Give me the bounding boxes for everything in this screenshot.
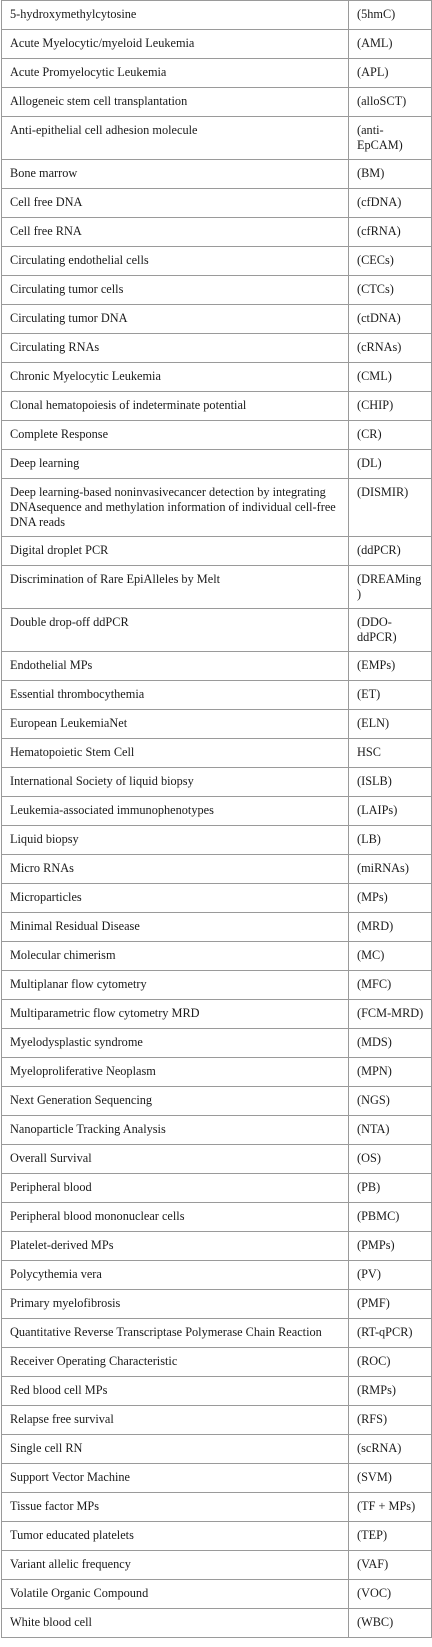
abbreviation-cell: (BM) <box>349 160 432 189</box>
table-row <box>2 1580 432 1609</box>
abbreviation-cell: (cfDNA) <box>349 189 432 218</box>
abbreviation-cell: (TEP) <box>349 1522 432 1551</box>
table-row <box>2 1058 432 1087</box>
table-row <box>2 566 432 609</box>
abbreviation-cell: (EMPs) <box>349 652 432 681</box>
abbreviation-cell: (TF + MPs) <box>349 1493 432 1522</box>
abbreviation-cell: (NTA) <box>349 1116 432 1145</box>
table-row <box>2 160 432 189</box>
term-cell: Peripheral blood <box>2 1174 349 1203</box>
abbreviation-cell: (MPN) <box>349 1058 432 1087</box>
table-row <box>2 189 432 218</box>
abbreviation-cell: (WBC) <box>349 1609 432 1638</box>
abbreviation-cell: (ET) <box>349 681 432 710</box>
abbreviation-cell: (CML) <box>349 363 432 392</box>
table-row <box>2 609 432 652</box>
table-row <box>2 59 432 88</box>
term-cell: Allogeneic stem cell transplantation <box>2 88 349 117</box>
table-row <box>2 1145 432 1174</box>
table-row <box>2 1 432 30</box>
term-cell: Essential thrombocythemia <box>2 681 349 710</box>
term-cell: Acute Myelocytic/myeloid Leukemia <box>2 30 349 59</box>
abbreviations-table-body <box>2 1 432 1638</box>
abbreviation-cell: (LAIPs) <box>349 797 432 826</box>
abbreviation-cell: (RT-qPCR) <box>349 1319 432 1348</box>
abbreviation-cell: (scRNA) <box>349 1435 432 1464</box>
term-cell: Peripheral blood mononuclear cells <box>2 1203 349 1232</box>
table-row <box>2 1522 432 1551</box>
abbreviation-cell: (ISLB) <box>349 768 432 797</box>
table-row <box>2 479 432 537</box>
table-row <box>2 855 432 884</box>
table-row <box>2 421 432 450</box>
table-row <box>2 1348 432 1377</box>
term-cell: Leukemia-associated immunophenotypes <box>2 797 349 826</box>
term-cell: Circulating tumor DNA <box>2 305 349 334</box>
table-row <box>2 1174 432 1203</box>
table-row <box>2 1464 432 1493</box>
abbreviations-table <box>1 0 432 1638</box>
table-row <box>2 1551 432 1580</box>
table-row <box>2 334 432 363</box>
term-cell: White blood cell <box>2 1609 349 1638</box>
term-cell: Multiparametric flow cytometry MRD <box>2 1000 349 1029</box>
abbreviation-cell: (PMF) <box>349 1290 432 1319</box>
term-cell: Chronic Myelocytic Leukemia <box>2 363 349 392</box>
term-cell: Minimal Residual Disease <box>2 913 349 942</box>
abbreviation-cell: (ELN) <box>349 710 432 739</box>
term-cell: Double drop-off ddPCR <box>2 609 349 652</box>
term-cell: Clonal hematopoiesis of indeterminate potential <box>2 392 349 421</box>
table-row <box>2 218 432 247</box>
table-row <box>2 971 432 1000</box>
abbreviation-cell: (MDS) <box>349 1029 432 1058</box>
table-row <box>2 884 432 913</box>
term-cell: Endothelial MPs <box>2 652 349 681</box>
table-row <box>2 30 432 59</box>
term-cell: Circulating RNAs <box>2 334 349 363</box>
abbreviation-cell: (VOC) <box>349 1580 432 1609</box>
term-cell: Anti-epithelial cell adhesion molecule <box>2 117 349 160</box>
abbreviation-cell: (APL) <box>349 59 432 88</box>
abbreviation-cell: (DL) <box>349 450 432 479</box>
abbreviation-cell: (cRNAs) <box>349 334 432 363</box>
term-cell: Liquid biopsy <box>2 826 349 855</box>
abbreviation-cell: (alloSCT) <box>349 88 432 117</box>
abbreviation-cell: (MPs) <box>349 884 432 913</box>
table-row <box>2 826 432 855</box>
abbreviation-cell: (ctDNA) <box>349 305 432 334</box>
table-row <box>2 450 432 479</box>
term-cell: Nanoparticle Tracking Analysis <box>2 1116 349 1145</box>
table-row <box>2 942 432 971</box>
abbreviation-cell: (DDO-ddPCR) <box>349 609 432 652</box>
term-cell: Primary myelofibrosis <box>2 1290 349 1319</box>
abbreviation-cell: (MC) <box>349 942 432 971</box>
abbreviation-cell: (PMPs) <box>349 1232 432 1261</box>
term-cell: Myelodysplastic syndrome <box>2 1029 349 1058</box>
abbreviation-cell: (AML) <box>349 30 432 59</box>
table-row <box>2 1029 432 1058</box>
table-row <box>2 1493 432 1522</box>
term-cell: Single cell RN <box>2 1435 349 1464</box>
term-cell: Overall Survival <box>2 1145 349 1174</box>
term-cell: Deep learning <box>2 450 349 479</box>
table-row <box>2 1203 432 1232</box>
term-cell: Next Generation Sequencing <box>2 1087 349 1116</box>
abbreviation-cell: (MRD) <box>349 913 432 942</box>
table-row <box>2 681 432 710</box>
term-cell: Complete Response <box>2 421 349 450</box>
term-cell: Red blood cell MPs <box>2 1377 349 1406</box>
term-cell: Circulating endothelial cells <box>2 247 349 276</box>
abbreviation-cell: (5hmC) <box>349 1 432 30</box>
term-cell: Polycythemia vera <box>2 1261 349 1290</box>
table-row <box>2 797 432 826</box>
abbreviation-cell: (CHIP) <box>349 392 432 421</box>
abbreviation-cell: (VAF) <box>349 1551 432 1580</box>
table-row <box>2 768 432 797</box>
abbreviation-cell: (OS) <box>349 1145 432 1174</box>
table-row <box>2 913 432 942</box>
abbreviation-cell: (anti-EpCAM) <box>349 117 432 160</box>
term-cell: Cell free DNA <box>2 189 349 218</box>
table-row <box>2 1609 432 1638</box>
term-cell: Multiplanar flow cytometry <box>2 971 349 1000</box>
table-row <box>2 1232 432 1261</box>
table-row <box>2 1290 432 1319</box>
term-cell: Platelet-derived MPs <box>2 1232 349 1261</box>
table-row <box>2 305 432 334</box>
table-row <box>2 1319 432 1348</box>
term-cell: Relapse free survival <box>2 1406 349 1435</box>
term-cell: Volatile Organic Compound <box>2 1580 349 1609</box>
abbreviation-cell: (CR) <box>349 421 432 450</box>
table-row <box>2 739 432 768</box>
table-row <box>2 392 432 421</box>
term-cell: Support Vector Machine <box>2 1464 349 1493</box>
term-cell: Micro RNAs <box>2 855 349 884</box>
table-row <box>2 247 432 276</box>
abbreviation-cell: (LB) <box>349 826 432 855</box>
abbreviation-cell: (DREAMing) <box>349 566 432 609</box>
table-row <box>2 537 432 566</box>
table-row <box>2 1377 432 1406</box>
abbreviation-cell: (DISMIR) <box>349 479 432 537</box>
table-row <box>2 1087 432 1116</box>
abbreviation-cell: (RFS) <box>349 1406 432 1435</box>
term-cell: Receiver Operating Characteristic <box>2 1348 349 1377</box>
table-row <box>2 710 432 739</box>
abbreviation-cell: (MFC) <box>349 971 432 1000</box>
abbreviation-cell: (PBMC) <box>349 1203 432 1232</box>
table-row <box>2 117 432 160</box>
table-row <box>2 1000 432 1029</box>
term-cell: Myeloproliferative Neoplasm <box>2 1058 349 1087</box>
abbreviation-cell: (PV) <box>349 1261 432 1290</box>
table-row <box>2 88 432 117</box>
term-cell: Circulating tumor cells <box>2 276 349 305</box>
table-row <box>2 363 432 392</box>
term-cell: European LeukemiaNet <box>2 710 349 739</box>
term-cell: Tumor educated platelets <box>2 1522 349 1551</box>
abbreviation-cell: (FCM-MRD) <box>349 1000 432 1029</box>
term-cell: Microparticles <box>2 884 349 913</box>
term-cell: Cell free RNA <box>2 218 349 247</box>
abbreviation-cell: (RMPs) <box>349 1377 432 1406</box>
abbreviation-cell: (CTCs) <box>349 276 432 305</box>
term-cell: Quantitative Reverse Transcriptase Polymerase Chain Reaction <box>2 1319 349 1348</box>
term-cell: Discrimination of Rare EpiAlleles by Melt <box>2 566 349 609</box>
term-cell: Variant allelic frequency <box>2 1551 349 1580</box>
table-row <box>2 652 432 681</box>
abbreviation-cell: (NGS) <box>349 1087 432 1116</box>
abbreviation-cell: (ddPCR) <box>349 537 432 566</box>
table-row <box>2 276 432 305</box>
abbreviation-cell: (cfRNA) <box>349 218 432 247</box>
table-row <box>2 1435 432 1464</box>
abbreviation-cell: HSC <box>349 739 432 768</box>
term-cell: Deep learning-based noninvasivecancer detection by integrating DNAsequence and methylation information of individual cell-free DNA reads <box>2 479 349 537</box>
term-cell: Acute Promyelocytic Leukemia <box>2 59 349 88</box>
abbreviation-cell: (PB) <box>349 1174 432 1203</box>
table-row <box>2 1261 432 1290</box>
table-row <box>2 1116 432 1145</box>
term-cell: Digital droplet PCR <box>2 537 349 566</box>
term-cell: Bone marrow <box>2 160 349 189</box>
abbreviation-cell: (ROC) <box>349 1348 432 1377</box>
term-cell: Tissue factor MPs <box>2 1493 349 1522</box>
abbreviation-cell: (CECs) <box>349 247 432 276</box>
term-cell: Hematopoietic Stem Cell <box>2 739 349 768</box>
table-row <box>2 1406 432 1435</box>
abbreviation-cell: (miRNAs) <box>349 855 432 884</box>
term-cell: 5-hydroxymethylcytosine <box>2 1 349 30</box>
term-cell: International Society of liquid biopsy <box>2 768 349 797</box>
abbreviation-cell: (SVM) <box>349 1464 432 1493</box>
term-cell: Molecular chimerism <box>2 942 349 971</box>
